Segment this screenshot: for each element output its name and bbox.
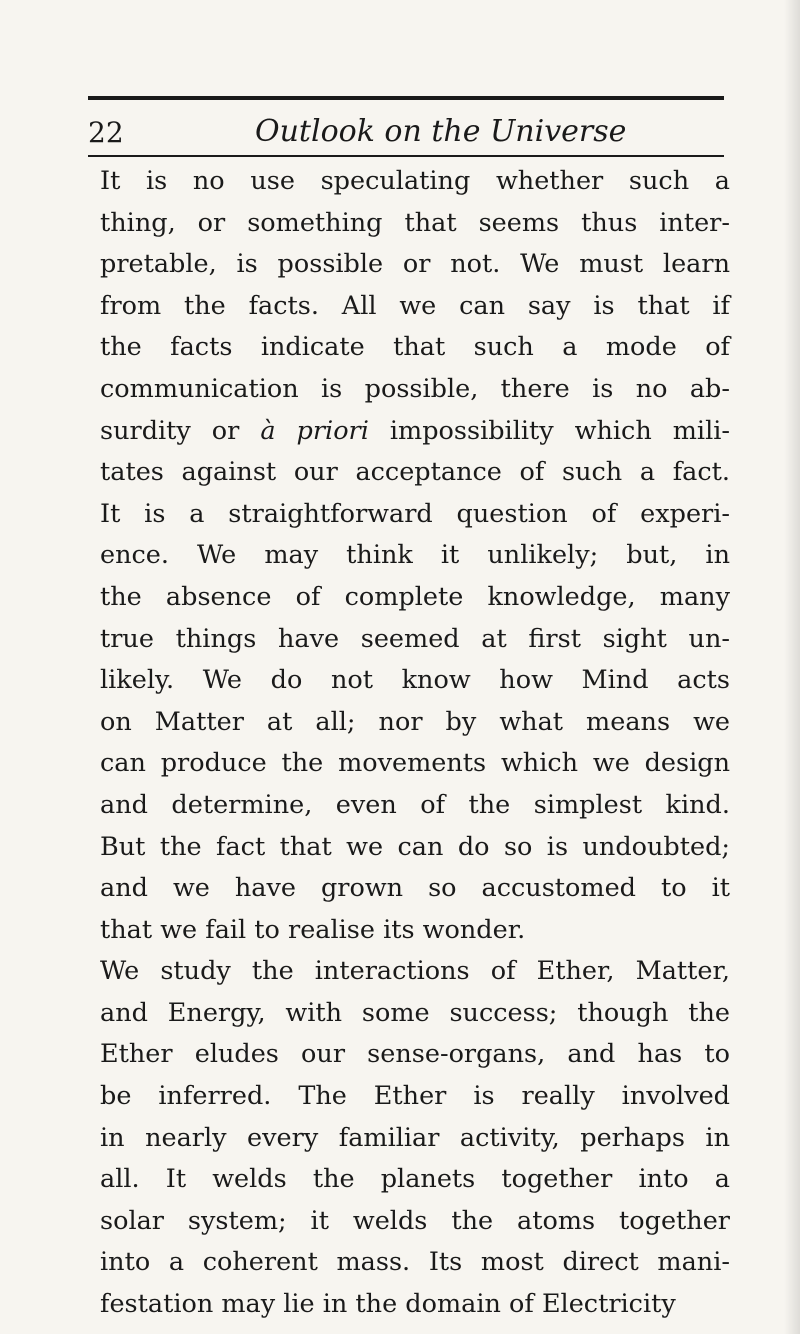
italic-phrase: à priori (260, 415, 369, 446)
text-line: that we fail to realise its wonder. (100, 914, 526, 945)
text-line: solar system; it welds the atoms together (100, 1205, 730, 1236)
header-top-rule (88, 96, 724, 100)
text-line: and Energy, with some success; though the (100, 997, 730, 1028)
text-line: and we have grown so accustomed to it (100, 873, 730, 904)
text-line: thing, or something that seems thus inter- (100, 207, 730, 238)
text-line: in nearly every familiar activity, perhaps in (100, 1122, 730, 1153)
text-line: It is a straightforward question of experi- (100, 498, 730, 529)
text-line: true things have seemed at first sight un- (100, 623, 730, 654)
page-edge-shadow (784, 0, 800, 1334)
text-line: Ether eludes our sense-organs, and has to (100, 1039, 730, 1070)
body-text (100, 161, 730, 1326)
header-bottom-rule (88, 155, 724, 157)
text-line: communication is possible, there is no ab- (100, 373, 730, 404)
text-line (100, 411, 730, 453)
text-line: But the fact that we can do so is undoubted; (100, 831, 730, 862)
page-number: 22 (88, 116, 124, 149)
text-line: into a coherent mass. Its most direct mani- (100, 1247, 730, 1278)
text-segment: impossibility which mili- (368, 415, 730, 446)
text-line: the absence of complete knowledge, many (100, 581, 730, 612)
text-line: be inferred. The Ether is really involved (100, 1081, 730, 1112)
text-line: can produce the movements which we design (100, 748, 730, 779)
text-line: likely. We do not know how Mind acts (100, 665, 730, 696)
text-line: and determine, even of the simplest kind. (100, 789, 730, 820)
running-header (88, 110, 724, 152)
text-line: tates against our acceptance of such a fact. (100, 457, 730, 488)
text-line: It is no use speculating whether such a (100, 166, 730, 196)
text-line: We study the interactions of Ether, Matter, (100, 956, 730, 987)
text-line: all. It welds the planets together into a (100, 1164, 730, 1195)
text-line: from the facts. All we can say is that if (100, 290, 730, 321)
text-line: pretable, is possible or not. We must learn (100, 249, 730, 280)
text-line: the facts indicate that such a mode of (100, 332, 730, 363)
text-line: festation may lie in the domain of Electricity (100, 1289, 676, 1320)
text-line: ence. We may think it unlikely; but, in (100, 540, 730, 571)
text-segment: surdity or (100, 415, 261, 446)
running-title: Outlook on the Universe (255, 114, 627, 149)
text-line: on Matter at all; nor by what means we (100, 706, 730, 737)
